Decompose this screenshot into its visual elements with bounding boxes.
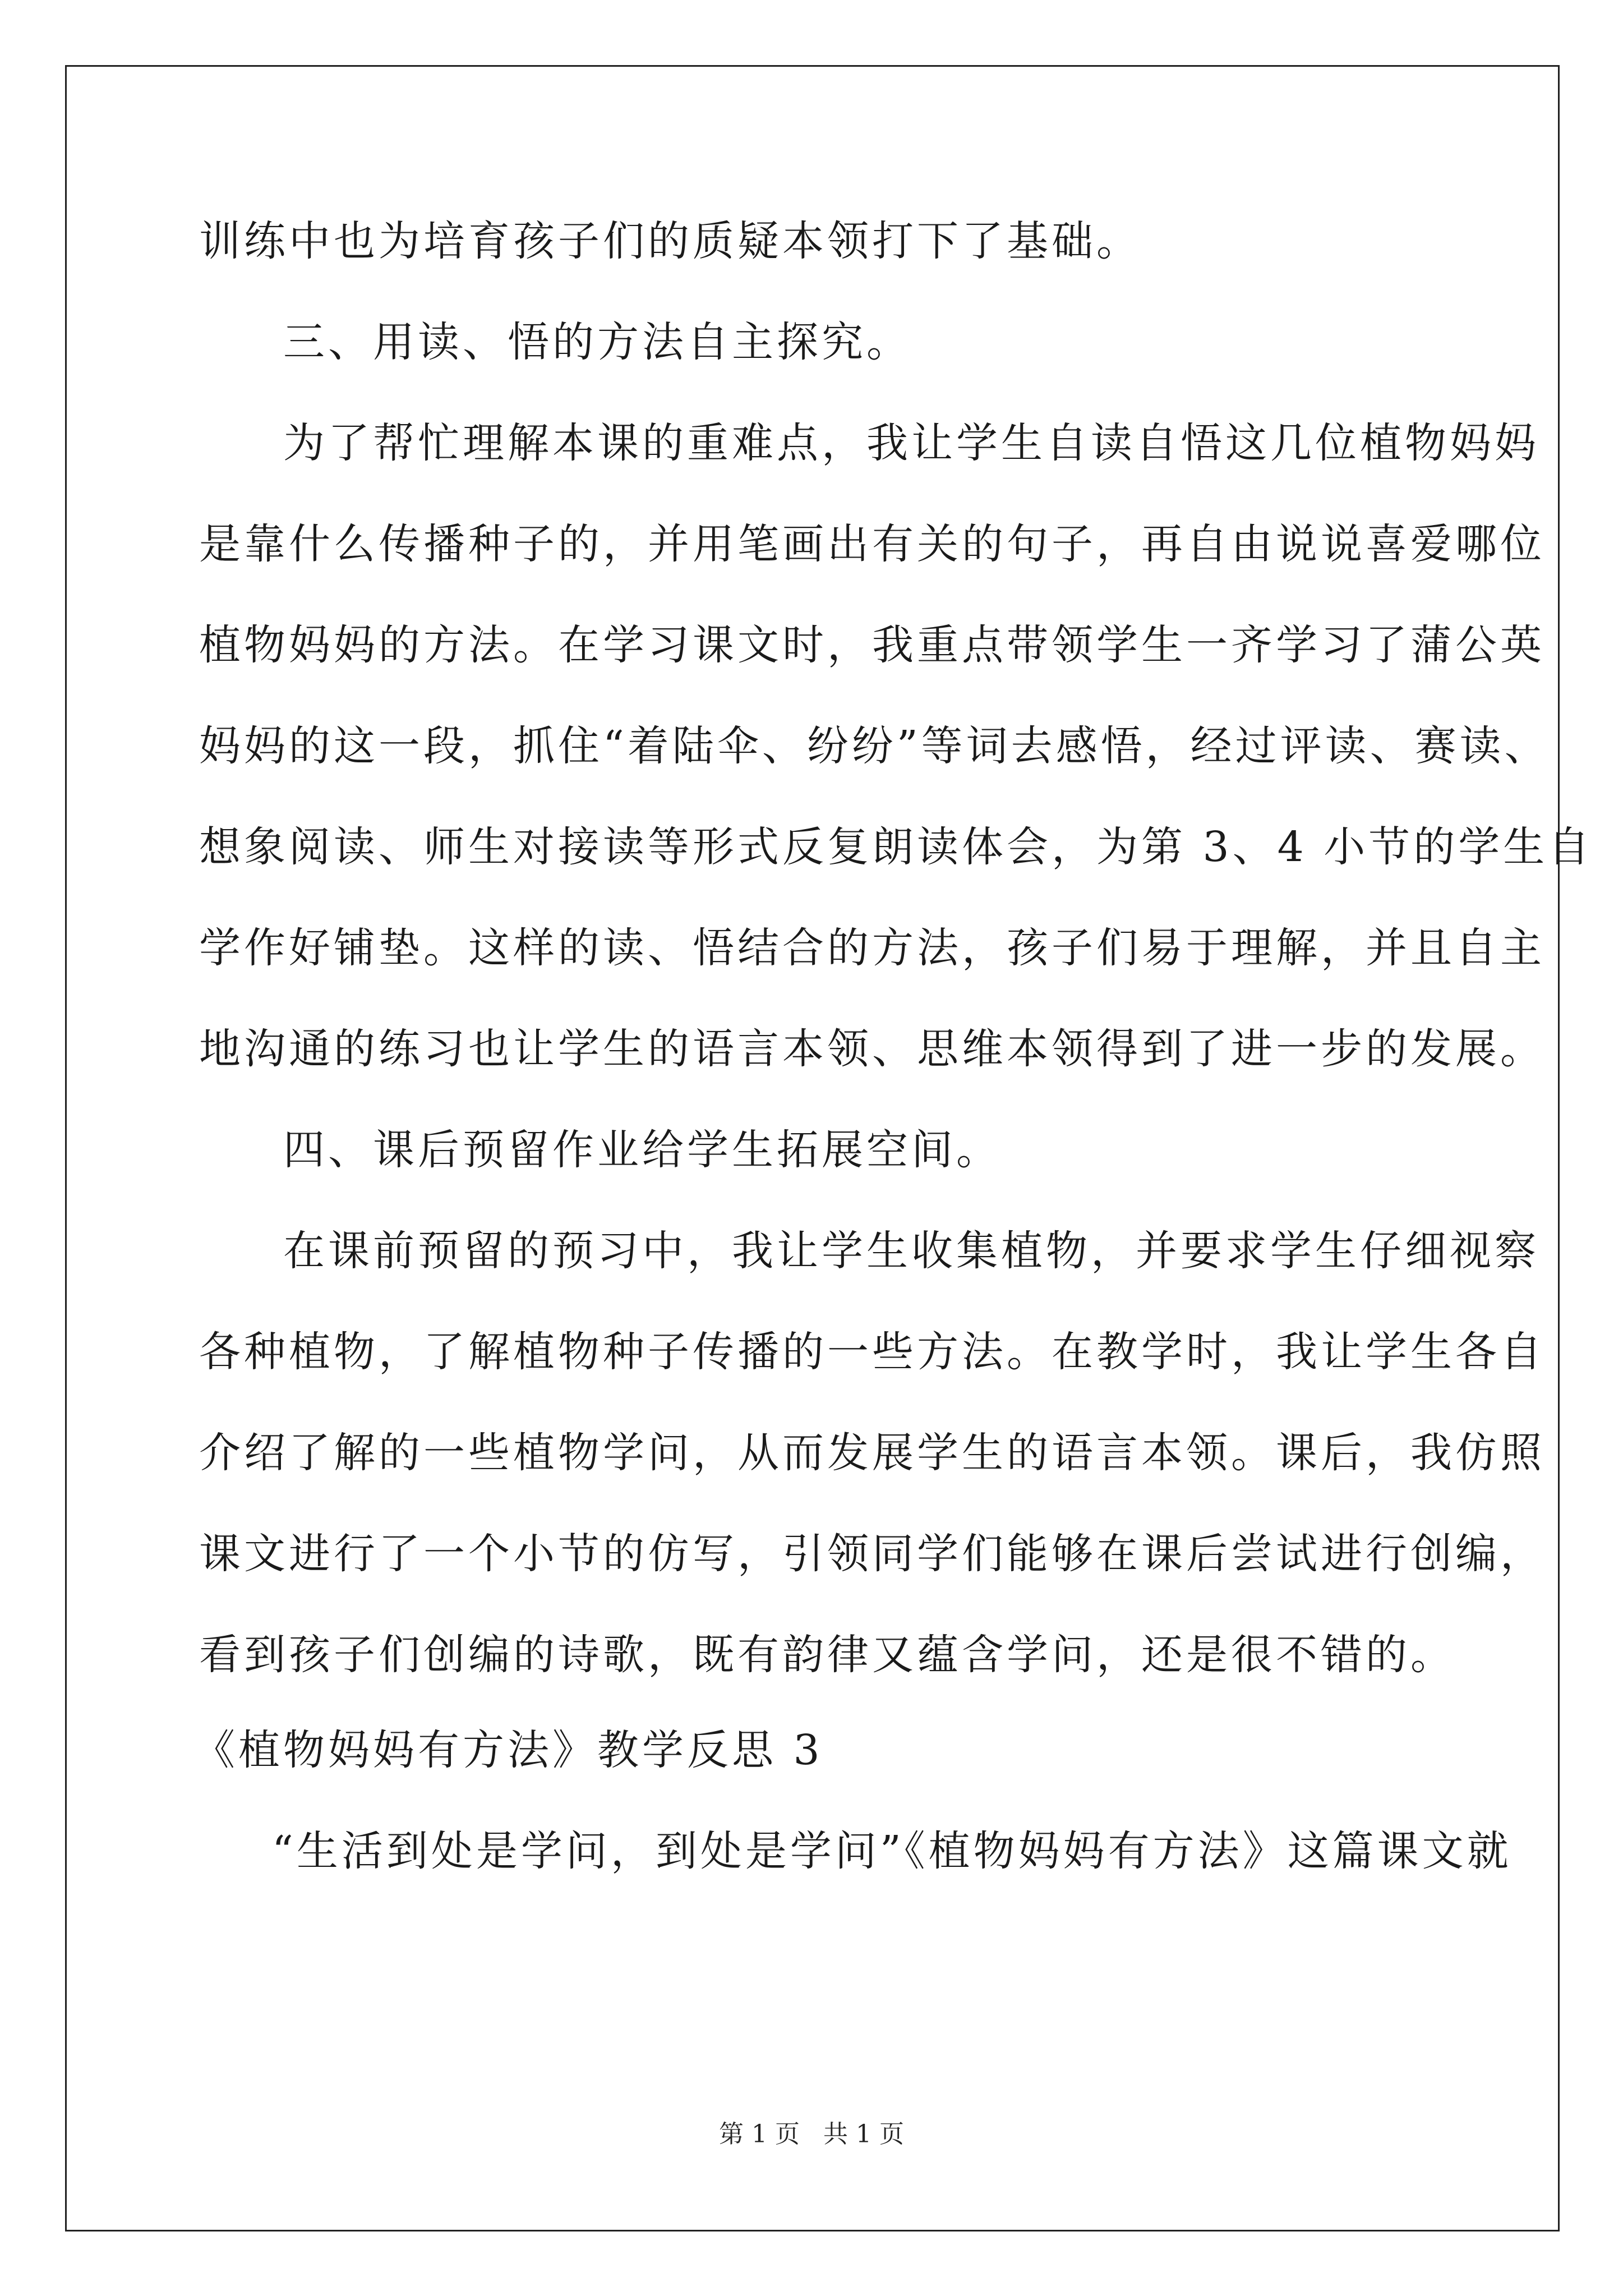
text-line: 是靠什么传播种子的，并用笔画出有关的句子，再自由说说喜爱哪位	[199, 520, 1545, 568]
text-line: 地沟通的练习也让学生的语言本领、思维本领得到了进一步的发展。	[199, 1025, 1545, 1073]
text-line: 植物妈妈的方法。在学习课文时，我重点带领学生一齐学习了蒲公英	[199, 621, 1545, 669]
text-line: 看到孩子们创编的诗歌，既有韵律又蕴含学问，还是很不错的。	[199, 1631, 1455, 1679]
page-number: 第 1 页	[719, 2120, 800, 2148]
text-line: 介绍了解的一些植物学问，从而发展学生的语言本领。课后，我仿照	[199, 1429, 1545, 1477]
page-total: 共 1 页	[823, 2120, 904, 2148]
article-title: 《植物妈妈有方法》教学反思 3	[193, 1726, 823, 1774]
text-line: 学作好铺垫。这样的读、悟结合的方法，孩子们易于理解，并且自主	[199, 924, 1545, 972]
text-line: 为了帮忙理解本课的重难点，我让学生自读自悟这几位植物妈妈	[283, 419, 1539, 467]
text-line: 在课前预留的预习中，我让学生收集植物，并要求学生仔细视察	[283, 1227, 1539, 1275]
section-heading: 三、用读、悟的方法自主探究。	[283, 318, 911, 366]
section-heading: 四、课后预留作业给学生拓展空间。	[283, 1126, 1001, 1174]
page-footer	[0, 2118, 1623, 2151]
text-line: 想象阅读、师生对接读等形式反复朗读体会，为第 3、4 小节的学生自	[199, 823, 1593, 871]
text-line: 妈妈的这一段，抓住“着陆伞、纷纷”等词去感悟，经过评读、赛读、	[199, 722, 1550, 770]
text-line: 课文进行了一个小节的仿写，引领同学们能够在课后尝试进行创编，	[199, 1530, 1545, 1578]
text-line: 各种植物，了解植物种子传播的一些方法。在教学时，我让学生各自	[199, 1328, 1545, 1376]
text-line: 训练中也为培育孩子们的质疑本领打下了基础。	[199, 217, 1141, 265]
text-line: “生活到处是学问，到处是学问”《植物妈妈有方法》这篇课文就	[272, 1827, 1512, 1875]
